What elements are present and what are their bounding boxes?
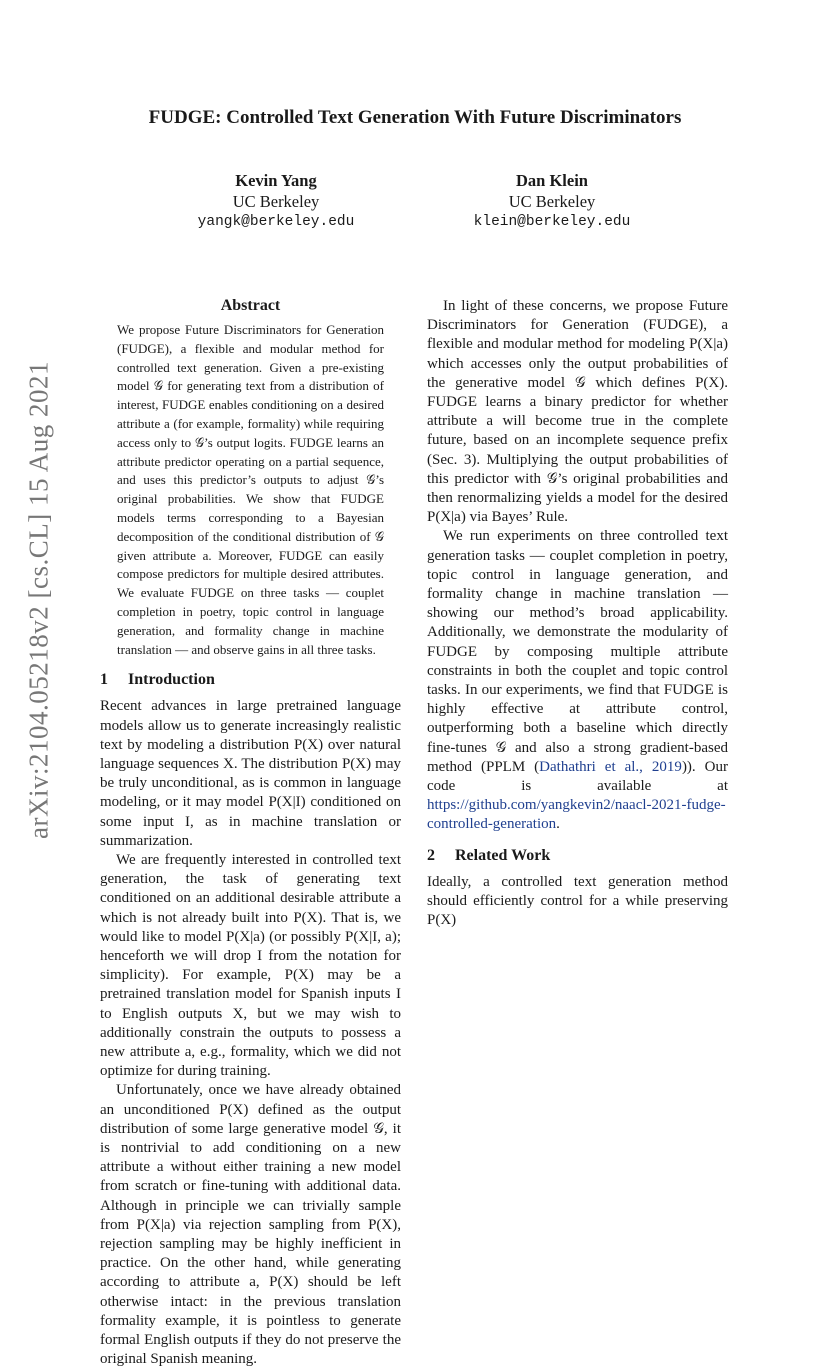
section-title: Introduction [128, 671, 215, 689]
section-number: 2 [427, 846, 435, 864]
citation-link[interactable]: Dathathri et al., 2019 [539, 758, 682, 775]
paragraph-text: )). Our code is available at [427, 758, 728, 795]
intro-paragraph-4: In light of these concerns, we propose Future Discriminators for Generation (FUDGE), a flexible and modular method for modeling P(X|a) which accesses only the output probabilities of the generative model 𝒢 which defines P(X). FUDGE learns a binary predictor for whether attribute a will become true in the complete future, based on an incomplete sequence prefix (Sec. 3). Multiplying the output probabilities of this predictor with 𝒢’s original probabilities and then renormalizing yields a model for the desired P(X|a) via Bayes’ Rule. [427, 298, 728, 526]
paragraph-text: We run experiments on three controlled text generation tasks — couplet completion in poetry, topic control in language generation, and formality change in machine translation — showing our method’s broad applicability. Additionally, we demonstrate the modularity of FUDGE by composing multiple attribute constraints in both the couplet and topic control tasks. In our experiments, we find that FUDGE is highly effective at attribute control, outperforming both a baseline which directly fine-tunes 𝒢 and also a strong gradient-based method (PPLM ( [427, 528, 728, 775]
author-block-2 [422, 170, 682, 233]
section-heading-related-work [427, 847, 728, 865]
section-number: 1 [100, 671, 108, 689]
abstract-heading: Abstract [220, 297, 281, 314]
author-email[interactable]: yangk@berkeley.edu [197, 214, 355, 230]
left-column [100, 297, 401, 1369]
author-email[interactable]: klein@berkeley.edu [473, 214, 631, 230]
intro-paragraph-2: We are frequently interested in controlled text generation, the task of generating text conditioned on an additional desirable attribute a which is not already built into P(X). That is, we would like to model P(X|a) (or possibly P(X|I, a); henceforth we will drop I from the notation for simplicity). For example, P(X) may be a pretrained translation model for Spanish inputs I to English outputs X, but we may wish to additionally constrain the outputs to possess a new attribute a, e.g., formality, which we did not optimize for during training. [100, 851, 401, 1080]
paragraph-text: . [556, 816, 560, 833]
intro-paragraph-3: Unfortunately, once we have already obtained an unconditioned P(X) defined as the output distribution of some large generative model 𝒢, it is nontrivial to add conditioning on a new attribute a without either training a new model from scratch or fine-tuning with additional data. Although in principle we can trivially sample from P(X|a) via rejection sampling from P(X), rejection sampling may be highly inefficient in practice. On the other hand, while generating according to attribute a, P(X) should be left otherwise intact: in the previous translation formality example, it is pointless to generate formal English outputs if they do not preserve the original Spanish meaning. [100, 1082, 401, 1368]
section-title: Related Work [455, 846, 551, 864]
right-column [427, 297, 728, 930]
intro-paragraph-5 [427, 527, 728, 834]
code-url-link[interactable]: https://github.com/yangkevin2/naacl-2021-fudge-controlled-generation [427, 797, 726, 833]
abstract-text: We propose Future Discriminators for Generation (FUDGE), a flexible and modular method for controlled text generation. Given a pre-existing model 𝒢 for generating text from a distribution of interest, FUDGE enables conditioning on a desired attribute a (for example, formality) while requiring access only to 𝒢’s output logits. FUDGE learns an attribute predictor operating on a partial sequence, and uses this predictor’s outputs to adjust 𝒢’s original probabilities. We show that FUDGE models terms corresponding to a Bayesian decomposition of the conditional distribution of 𝒢 given attribute a. Moreover, FUDGE can easily compose predictors for multiple desired attributes. We evaluate FUDGE on three tasks — couplet completion in poetry, topic control in language generation, and formality change in machine translation — and observe gains in all three tasks. [117, 322, 384, 657]
author-affiliation: UC Berkeley [232, 192, 320, 211]
author-block-1 [146, 170, 406, 233]
author-name: Dan Klein [516, 171, 588, 190]
intro-paragraph-1: Recent advances in large pretrained language models allow us to generate increasingly realistic text by modeling a distribution P(X) over natural language sequences X. The distribution P(X) may be truly unconditional, as is common in language modeling, or it may model P(X|I) conditioned on some input I, as in machine translation or summarization. [100, 698, 401, 849]
arxiv-identifier-text: arXiv:2104.05218v2 [cs.CL] 15 Aug 2021 [23, 361, 54, 839]
related-work-paragraph: Ideally, a controlled text generation method should efficiently control for a while preserving P(X) [427, 873, 728, 929]
paper-title: FUDGE: Controlled Text Generation With Future Discriminators [148, 107, 682, 128]
section-heading-introduction [100, 671, 401, 689]
author-name: Kevin Yang [235, 171, 317, 190]
author-affiliation: UC Berkeley [508, 192, 596, 211]
arxiv-identifier [19, 350, 59, 850]
